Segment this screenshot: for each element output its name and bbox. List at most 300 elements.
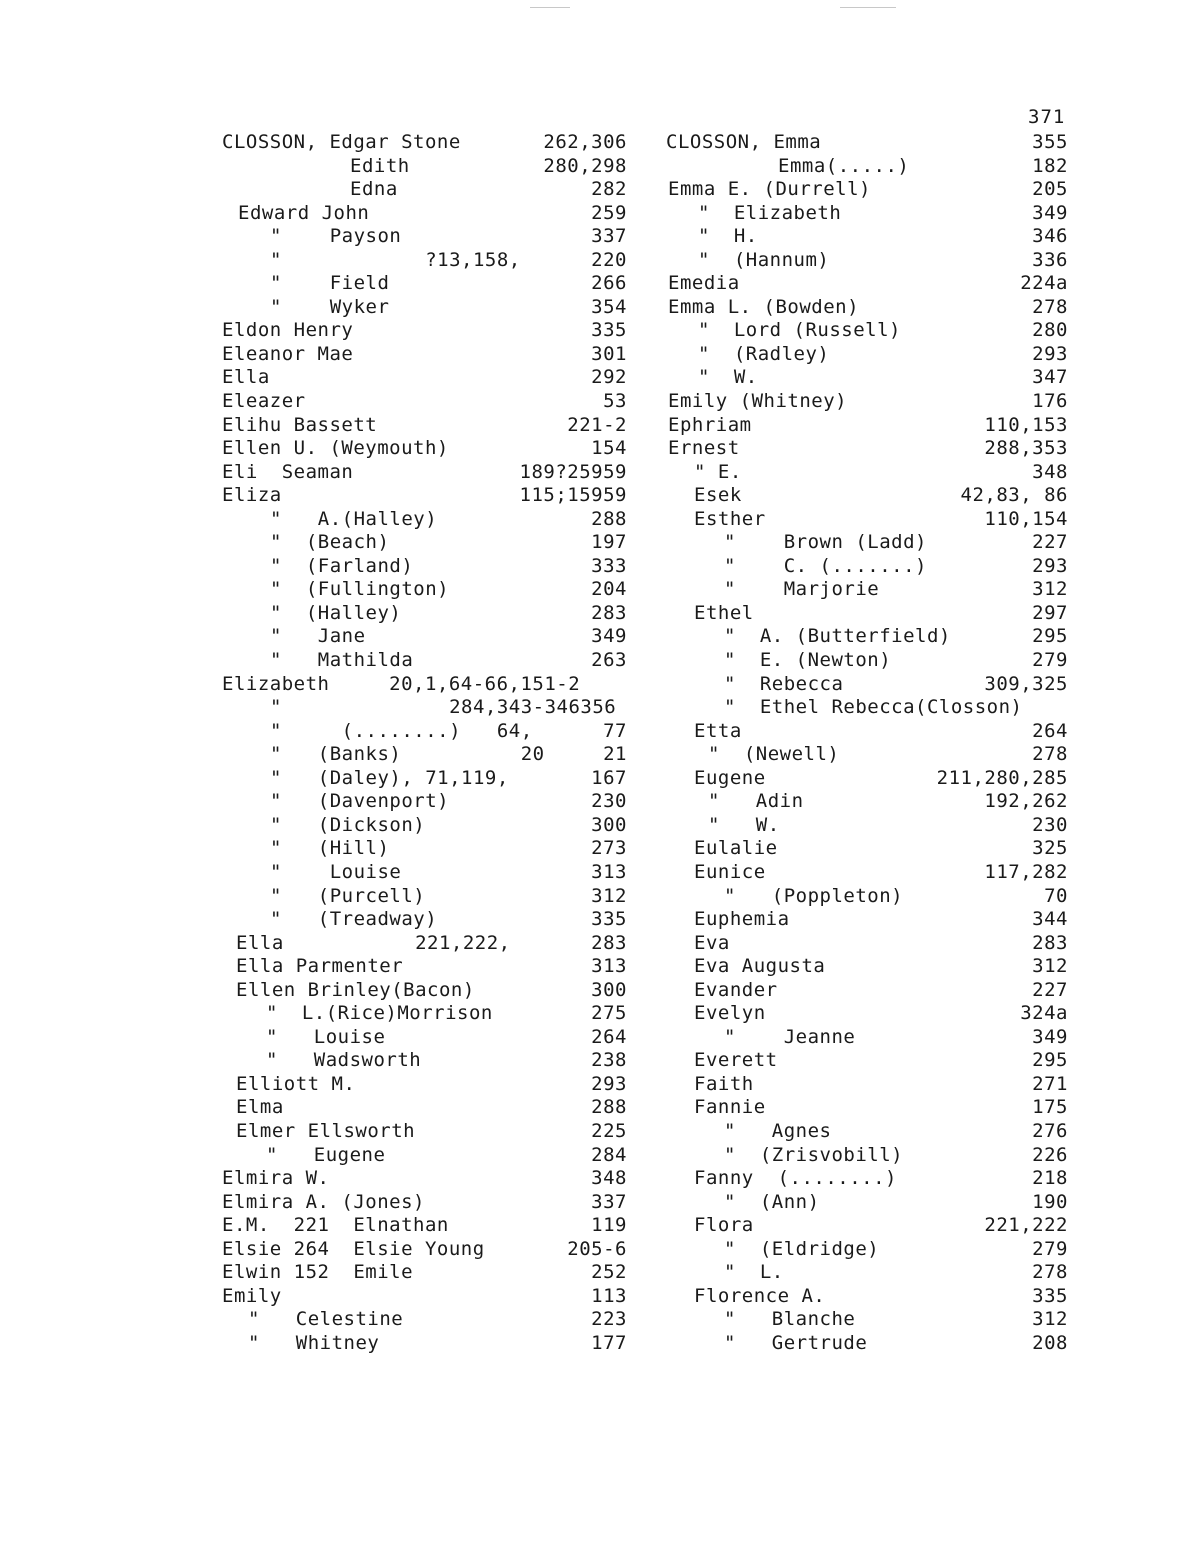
index-entry [222,955,627,979]
entry-pages: 335 [591,319,627,342]
entry-pages: 295 [1032,1049,1068,1072]
entry-name: " E. [694,460,742,483]
index-entry [222,366,627,390]
entry-name: Fannie [694,1096,766,1119]
entry-pages: 154 [591,437,627,460]
entry-pages: 176 [1032,390,1068,413]
index-entry [222,790,627,814]
entry-pages: 189?25959 [519,460,627,483]
index-entry [222,743,627,767]
entry-name: Everett [694,1049,778,1072]
entry-name: Eleazer [222,390,306,413]
index-entry [222,1191,627,1215]
index-entry [222,1285,627,1309]
entry-name: " Lord (Russell) [698,319,901,342]
entry-name: Esek [694,484,742,507]
index-entry [222,720,627,744]
entry-pages: 344 [1032,908,1068,931]
entry-pages: 226 [1032,1143,1068,1166]
index-entry [666,1214,1068,1238]
entry-name: " (Treadway) [270,908,438,931]
index-entry [666,720,1068,744]
index-entry [222,908,627,932]
index-entry [666,531,1068,555]
entry-name: Eva Augusta [694,955,826,978]
index-entry [222,531,627,555]
index-entry [666,225,1068,249]
entry-name: Ella 221,222, [236,931,511,954]
entry-pages: 295 [1032,625,1068,648]
entry-name: Emma E. (Durrell) [668,178,871,201]
right-index-column [666,131,1068,1355]
entry-name: Emedia [668,272,740,295]
entry-pages: 262,306 [543,131,627,153]
index-entry [666,272,1068,296]
entry-name: Eldon Henry [222,319,354,342]
entry-name: Ellen Brinley(Bacon) [236,978,475,1001]
index-entry [666,437,1068,461]
entry-name: Etta [694,719,742,742]
index-entry [666,1002,1068,1026]
entry-name: Faith [694,1072,754,1095]
entry-name: " Jeanne [724,1025,856,1048]
entry-name: " Wadsworth [266,1049,422,1072]
index-entry [222,131,627,155]
index-entry [666,414,1068,438]
entry-pages: 227 [1032,531,1068,554]
entry-pages: 205 [1032,178,1068,201]
index-entry [666,343,1068,367]
entry-pages: 175 [1032,1096,1068,1119]
entry-name: " (Farland) [270,554,414,577]
entry-pages: 312 [1032,578,1068,601]
entry-pages: 282 [591,178,627,201]
entry-pages: 119 [591,1214,627,1237]
entry-pages: 227 [1032,978,1068,1001]
entry-name: " (Davenport) [270,790,450,813]
entry-name: " (Hannum) [698,248,830,271]
index-entry [222,602,627,626]
index-entry [222,1308,627,1332]
entry-pages: 223 [591,1308,627,1331]
index-entry [666,131,1068,155]
index-entry [222,343,627,367]
index-entry [666,602,1068,626]
entry-name: " (Beach) [270,531,390,554]
index-entry [666,202,1068,226]
entry-pages: 337 [591,225,627,248]
entry-name: " L. [724,1261,784,1284]
index-entry [666,1285,1068,1309]
index-entry [222,225,627,249]
entry-pages: 117,282 [984,860,1068,883]
entry-name: " (Banks) 20 [270,743,545,766]
entry-pages: 42,83, 86 [960,484,1068,507]
index-entry [666,1073,1068,1097]
entry-pages: 263 [591,649,627,672]
entry-name: Ethel [694,601,754,624]
entry-name: Emily [222,1284,282,1307]
entry-pages: 335 [1032,1284,1068,1307]
entry-pages: 278 [1032,295,1068,318]
entry-pages: 309,325 [984,672,1068,695]
entry-name: Emily (Whitney) [668,390,848,413]
index-entry [222,155,627,179]
entry-pages: 266 [591,272,627,295]
entry-name: " Mathilda [270,649,414,672]
entry-pages: 259 [591,201,627,224]
entry-name: " (Halley) [270,601,402,624]
entry-pages: 230 [591,790,627,813]
index-entry [222,272,627,296]
index-entry [222,484,627,508]
entry-pages: 348 [591,1167,627,1190]
entry-name: " W. [698,366,758,389]
entry-name: " Blanche [724,1308,856,1331]
entry-pages: 301 [591,342,627,365]
index-entry [666,696,1068,720]
entry-name: Esther [694,507,766,530]
entry-name: " (Zrisvobill) [724,1143,904,1166]
entry-pages: 70 [1044,884,1068,907]
entry-name: " A. (Butterfield) [724,625,951,648]
entry-name: " (........) 64, [270,719,533,742]
entry-name: " Gertrude [724,1331,868,1354]
index-entry [222,1167,627,1191]
entry-pages: 293 [1032,554,1068,577]
entry-name: " Whitney [248,1331,380,1354]
entry-name: Elsie 264 Elsie Young [222,1237,485,1260]
index-entry [666,1191,1068,1215]
entry-name: " (Ann) [724,1190,820,1213]
entry-name: " Wyker [270,295,390,318]
entry-name: " Elizabeth [698,201,842,224]
entry-pages: 110,153 [984,413,1068,436]
index-entry [222,1120,627,1144]
entry-name: Elmira A. (Jones) [222,1190,425,1213]
entry-pages: 355 [1032,131,1068,153]
entry-name: " L.(Rice)Morrison [266,1002,493,1025]
entry-name: Edna [350,178,398,201]
entry-pages: 77 [603,719,627,742]
index-entry [222,249,627,273]
entry-pages: 283 [1032,931,1068,954]
entry-pages: 182 [1032,154,1068,177]
entry-pages: 337 [591,1190,627,1213]
index-entry [222,319,627,343]
index-entry [666,461,1068,485]
index-entry [666,366,1068,390]
entry-name: Eva [694,931,730,954]
entry-name: " Brown (Ladd) [724,531,927,554]
index-entry [666,1332,1068,1356]
entry-name: Ernest [668,437,740,460]
entry-pages: 230 [1032,813,1068,836]
index-entry [666,625,1068,649]
entry-name: " Field [270,272,390,295]
entry-pages: 275 [591,1002,627,1025]
index-entry [666,578,1068,602]
entry-pages: 348 [1032,460,1068,483]
entry-pages: 271 [1032,1072,1068,1095]
index-entry [222,979,627,1003]
entry-pages: 333 [591,554,627,577]
index-entry [222,461,627,485]
entry-pages: 324a [1020,1002,1068,1025]
entry-name: " Ethel Rebecca(Closson) [724,696,1023,719]
index-entry [666,1238,1068,1262]
entry-pages: 192,262 [984,790,1068,813]
entry-pages: 218 [1032,1167,1068,1190]
index-entry [666,767,1068,791]
index-entry [666,1261,1068,1285]
index-entry [666,1096,1068,1120]
entry-pages: 293 [1032,342,1068,365]
index-entry [222,1261,627,1285]
entry-pages: 225 [591,1119,627,1142]
entry-name: Elwin 152 Emile [222,1261,414,1284]
entry-pages: 313 [591,860,627,883]
index-entry [666,249,1068,273]
index-entry [666,837,1068,861]
entry-pages: 312 [591,884,627,907]
entry-pages: 347 [1032,366,1068,389]
index-entry [222,1002,627,1026]
entry-pages: 280,298 [543,154,627,177]
index-entry [666,743,1068,767]
index-entry [666,814,1068,838]
index-entry [666,979,1068,1003]
entry-pages: 21 [603,743,627,766]
entry-pages: 53 [603,390,627,413]
entry-pages: 264 [591,1025,627,1048]
entry-name: Flora [694,1214,754,1237]
entry-name: " H. [698,225,758,248]
entry-name: " Marjorie [724,578,880,601]
entry-name: " Agnes [724,1119,832,1142]
scan-artifact [840,7,896,8]
entry-pages: 208 [1032,1331,1068,1354]
entry-pages: 224a [1020,272,1068,295]
entry-pages: 221-2 [567,413,627,436]
entry-name: " (Newell) [708,743,840,766]
entry-pages: 279 [1032,1237,1068,1260]
index-entry [222,1096,627,1120]
entry-name: Elma [236,1096,284,1119]
entry-pages: 354 [591,295,627,318]
entry-name: " Celestine [248,1308,404,1331]
entry-pages: 278 [1032,743,1068,766]
entry-pages: 288,353 [984,437,1068,460]
index-entry [222,625,627,649]
index-entry [666,555,1068,579]
index-entry [222,1144,627,1168]
entry-pages: 288 [591,507,627,530]
entry-pages: 197 [591,531,627,554]
entry-name: " Adin [708,790,804,813]
entry-pages: 167 [591,766,627,789]
index-entry [666,319,1068,343]
entry-name: " (Eldridge) [724,1237,880,1260]
index-entry [222,414,627,438]
entry-name: Evelyn [694,1002,766,1025]
entry-pages: 283 [591,601,627,624]
entry-pages: 252 [591,1261,627,1284]
entry-pages: 349 [591,625,627,648]
entry-name: Elmira W. [222,1167,330,1190]
entry-name: Ephriam [668,413,752,436]
index-entry [222,437,627,461]
entry-name: " (Poppleton) [724,884,904,907]
index-entry [222,296,627,320]
index-entry [666,1049,1068,1073]
scan-artifact [530,7,570,8]
index-entry [666,649,1068,673]
index-entry [666,885,1068,909]
entry-name: Emma L. (Bowden) [668,295,860,318]
index-entry [666,296,1068,320]
entry-pages: 205-6 [567,1237,627,1260]
index-entry [222,390,627,414]
entry-name: " E. (Newton) [724,649,892,672]
index-entry [222,649,627,673]
entry-name: " (Daley), 71,119, [270,766,509,789]
index-entry [222,814,627,838]
index-entry [222,1214,627,1238]
left-index-column [222,131,627,1355]
index-entry [222,767,627,791]
entry-pages: 211,280,285 [936,766,1068,789]
entry-pages: 346 [1032,225,1068,248]
entry-name: " ?13,158, [270,248,521,271]
entry-name: " (Hill) [270,837,390,860]
entry-name: Ella Parmenter [236,955,404,978]
entry-pages: 284 [591,1143,627,1166]
entry-name: " (Purcell) [270,884,426,907]
index-entry [666,484,1068,508]
entry-name: " Jane [270,625,366,648]
index-entry [666,790,1068,814]
entry-pages: 220 [591,248,627,271]
entry-pages: 177 [591,1331,627,1354]
entry-name: " Louise [266,1025,386,1048]
entry-pages: 115;15959 [519,484,627,507]
entry-name: " Rebecca [724,672,844,695]
entry-name: Elihu Bassett [222,413,378,436]
entry-pages: 264 [1032,719,1068,742]
index-entry [666,673,1068,697]
entry-name: E.M. 221 Elnathan [222,1214,449,1237]
index-entry [222,178,627,202]
entry-pages: 335 [591,908,627,931]
index-entry [222,932,627,956]
entry-name: " Payson [270,225,402,248]
index-entry [666,390,1068,414]
entry-name: Ella [222,366,270,389]
index-entry [222,696,627,720]
entry-name: Edward John [238,201,370,224]
entry-name: Ellen U. (Weymouth) [222,437,449,460]
entry-name: " Eugene [266,1143,386,1166]
index-entry [222,885,627,909]
index-entry [222,508,627,532]
index-entry [666,861,1068,885]
entry-name: Eunice [694,860,766,883]
index-entry [222,555,627,579]
index-entry [666,1308,1068,1332]
entry-name: CLOSSON, Emma [666,131,822,153]
entry-name: " W. [708,813,780,836]
entry-name: Euphemia [694,908,790,931]
entry-name: Fanny (........) [694,1167,897,1190]
entry-pages: 190 [1032,1190,1068,1213]
entry-pages: 204 [591,578,627,601]
entry-pages: 279 [1032,649,1068,672]
entry-name: " A.(Halley) [270,507,438,530]
entry-name: " Louise [270,860,402,883]
entry-name: " (Dickson) [270,813,426,836]
index-entry [666,955,1068,979]
entry-pages: 238 [591,1049,627,1072]
index-entry [222,1073,627,1097]
index-entry [666,908,1068,932]
entry-pages: 300 [591,978,627,1001]
entry-pages: 297 [1032,601,1068,624]
index-entry [666,932,1068,956]
entry-pages: 313 [591,955,627,978]
entry-name: Eugene [694,766,766,789]
index-entry [222,1332,627,1356]
index-entry [222,861,627,885]
entry-name: " C. (.......) [724,554,927,577]
entry-name: " 284,343-346356 [270,696,617,719]
index-entry [666,1026,1068,1050]
entry-name: Eli Seaman [222,460,354,483]
entry-name: " (Fullington) [270,578,450,601]
entry-name: Elliott M. [236,1072,356,1095]
index-entry [222,673,627,697]
index-entry [222,1026,627,1050]
index-entry [222,1049,627,1073]
entry-name: CLOSSON, Edgar Stone [222,131,461,153]
index-entry [666,1167,1068,1191]
entry-pages: 325 [1032,837,1068,860]
entry-name: Eleanor Mae [222,342,354,365]
entry-pages: 312 [1032,955,1068,978]
entry-name: Eulalie [694,837,778,860]
entry-pages: 349 [1032,1025,1068,1048]
entry-name: Evander [694,978,778,1001]
entry-pages: 110,154 [984,507,1068,530]
entry-name: Florence A. [694,1284,826,1307]
index-entry [666,1144,1068,1168]
entry-pages: 273 [591,837,627,860]
entry-name: Eliza [222,484,282,507]
entry-pages: 312 [1032,1308,1068,1331]
entry-name: Edith [350,154,410,177]
entry-pages: 221,222 [984,1214,1068,1237]
entry-pages: 280 [1032,319,1068,342]
index-entry [222,837,627,861]
index-entry [666,508,1068,532]
entry-name: " (Radley) [698,342,830,365]
entry-pages: 292 [591,366,627,389]
entry-pages: 300 [591,813,627,836]
entry-name: Emma(.....) [778,154,910,177]
index-entry [222,1238,627,1262]
entry-pages: 349 [1032,201,1068,224]
entry-pages: 113 [591,1284,627,1307]
